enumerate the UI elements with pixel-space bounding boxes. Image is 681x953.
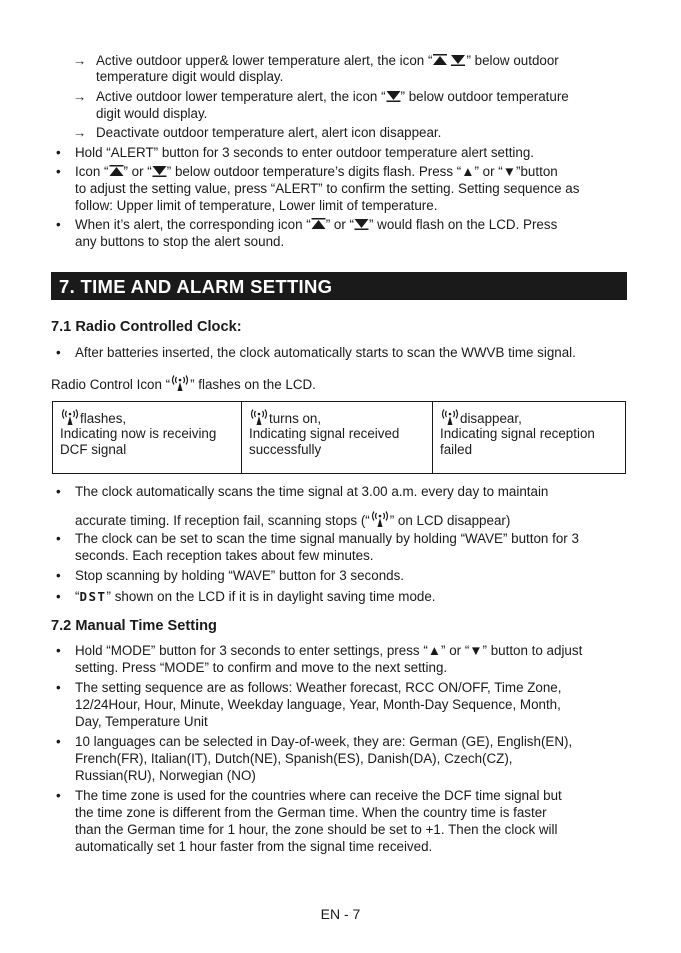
bullet: • — [56, 145, 61, 160]
text-line — [96, 53, 559, 69]
text-line — [75, 589, 436, 605]
arrow-bullet: → — [73, 89, 87, 104]
subsection-title: 7.2 Manual Time Setting — [51, 618, 217, 634]
cell-description: Indicating now is receiving — [60, 426, 217, 441]
text-fragment: “ — [75, 589, 80, 604]
table-cell — [433, 402, 626, 474]
table-cell — [53, 402, 242, 474]
text-line: Deactivate outdoor temperature alert, alert icon disappear. — [96, 125, 442, 140]
radio-control-icon — [170, 374, 190, 392]
radio-control-icon — [370, 510, 390, 528]
text-line: temperature digit would display. — [96, 69, 284, 84]
bullet: • — [56, 734, 61, 749]
text-line: French(FR), Italian(IT), Dutch(NE), Spanish(ES), Danish(DA), Czech(CZ), — [75, 751, 513, 766]
text-line — [75, 510, 510, 529]
text-line: digit would display. — [96, 106, 208, 121]
text-fragment: Active outdoor lower temperature alert, the icon “ — [96, 89, 386, 104]
cell-description: DCF signal — [60, 442, 127, 457]
text-fragment: ” on LCD disappear) — [389, 513, 511, 528]
cell-status: flashes, — [80, 411, 127, 426]
text-line: Hold “MODE” button for 3 seconds to enter settings, press “▲” or “▼” button to adjust — [75, 643, 583, 658]
text-line — [75, 217, 557, 233]
bullet: • — [56, 589, 61, 604]
cell-description: Indicating signal reception — [440, 426, 595, 441]
cell-description: successfully — [249, 442, 322, 457]
lower-alert-icon — [386, 90, 401, 102]
text-line: Russian(RU), Norwegian (NO) — [75, 768, 256, 783]
bullet: • — [56, 643, 61, 658]
cell-description: failed — [440, 442, 473, 457]
text-line: 12/24Hour, Hour, Minute, Weekday language, Year, Month-Day Sequence, Month, — [75, 697, 561, 712]
text-line: seconds. Each reception takes about few minutes. — [75, 548, 374, 563]
text-fragment: When it’s alert, the corresponding icon “ — [75, 217, 311, 232]
bullet: • — [56, 680, 61, 695]
text-line: follow: Upper limit of temperature, Lower limit of temperature. — [75, 198, 438, 213]
lower-alert-icon — [152, 165, 167, 177]
text-line: Hold “ALERT” button for 3 seconds to enter outdoor temperature alert setting. — [75, 145, 535, 160]
text-line: Stop scanning by holding “WAVE” button for 3 seconds. — [75, 568, 404, 583]
text-line: The time zone is used for the countries where can receive the DCF time signal but — [75, 788, 562, 803]
section-heading: 7. TIME AND ALARM SETTING — [51, 272, 627, 300]
table-cell — [242, 402, 433, 474]
text-fragment: ” below outdoor — [466, 53, 559, 68]
text-line: The clock automatically scans the time signal at 3.00 a.m. every day to maintain — [75, 484, 549, 499]
text-line: 10 languages can be selected in Day-of-week, they are: German (GE), English(EN), — [75, 734, 573, 749]
text-line: Day, Temperature Unit — [75, 714, 208, 729]
upper-alert-icon — [109, 165, 124, 177]
arrow-bullet: → — [73, 125, 87, 140]
radio-control-icon — [60, 408, 80, 426]
text-line — [75, 164, 558, 180]
text-line: any buttons to stop the alert sound. — [75, 234, 285, 249]
text-line: than the German time for 1 hour, the zone should be set to +1. Then the clock will — [75, 822, 558, 837]
text-fragment: Icon “ — [75, 164, 109, 179]
text-fragment: ” below outdoor temperature’s digits flash. Press “▲” or “▼”button — [166, 164, 558, 179]
bullet: • — [56, 484, 61, 499]
text-fragment: Radio Control Icon “ — [51, 377, 171, 392]
dst-indicator: DST — [79, 589, 107, 604]
text-line — [51, 374, 316, 393]
text-fragment: ” would flash on the LCD. Press — [368, 217, 558, 232]
bullet: • — [56, 788, 61, 803]
bullet: • — [56, 345, 61, 360]
text-line: After batteries inserted, the clock automatically starts to scan the WWVB time signal. — [75, 345, 576, 360]
radio-status-table — [52, 401, 626, 474]
text-fragment: ” or “ — [123, 164, 152, 179]
text-line: The clock can be set to scan the time signal manually by holding “WAVE” button for 3 — [75, 531, 579, 546]
text-fragment: ” flashes on the LCD. — [190, 377, 316, 392]
bullet: • — [56, 531, 61, 546]
text-fragment: Active outdoor upper& lower temperature alert, the icon “ — [96, 53, 433, 68]
bullet: • — [56, 217, 61, 232]
text-line: to adjust the setting value, press “ALERT” to confirm the setting. Setting sequence as — [75, 181, 580, 196]
radio-control-icon — [249, 408, 269, 426]
cell-status: disappear, — [460, 411, 522, 426]
text-fragment: ” or “ — [325, 217, 354, 232]
text-line — [96, 89, 569, 105]
lower-alert-icon — [354, 218, 369, 230]
bullet: • — [56, 568, 61, 583]
text-fragment: ” below outdoor temperature — [400, 89, 569, 104]
text-line: setting. Press “MODE” to confirm and move to the next setting. — [75, 660, 448, 675]
text-line: The setting sequence are as follows: Weather forecast, RCC ON/OFF, Time Zone, — [75, 680, 562, 695]
radio-control-icon — [440, 408, 460, 426]
arrow-bullet: → — [73, 53, 87, 68]
cell-description: Indicating signal received — [249, 426, 400, 441]
bullet: • — [56, 164, 61, 179]
subsection-title: 7.1 Radio Controlled Clock: — [51, 319, 242, 335]
text-line: automatically set 1 hour faster from the signal time received. — [75, 839, 433, 854]
text-line: the time zone is different from the German time. When the country time is faster — [75, 805, 547, 820]
cell-status: turns on, — [269, 411, 322, 426]
upper-lower-alert-icon — [432, 54, 466, 66]
text-fragment: ” shown on the LCD if it is in daylight saving time mode. — [106, 589, 436, 604]
page-number: EN - 7 — [320, 906, 361, 922]
upper-alert-icon — [311, 218, 326, 230]
text-fragment: accurate timing. If reception fail, scanning stops (“ — [75, 513, 370, 528]
